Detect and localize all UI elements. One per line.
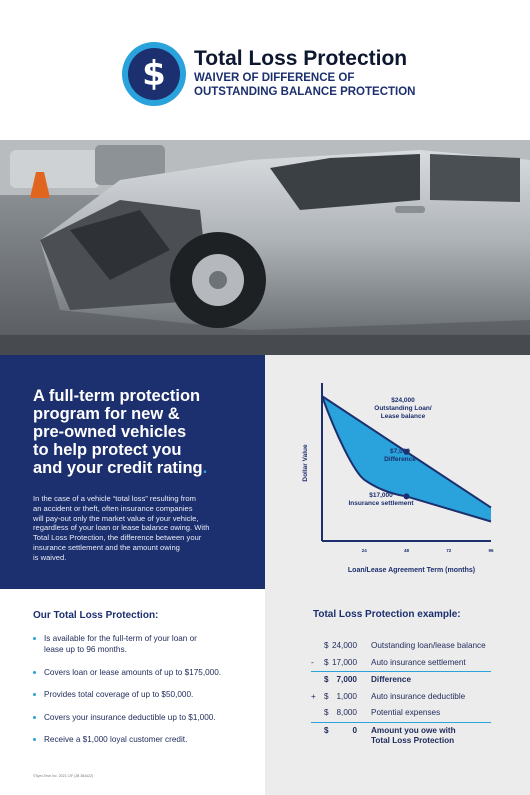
row-amount: 24,000	[331, 641, 357, 650]
table-row	[311, 638, 491, 655]
page-subtitle	[194, 71, 415, 99]
row-amount: 8,000	[336, 708, 357, 717]
para-line: In the case of a vehicle “total loss” resulting from	[33, 494, 196, 503]
intro-paragraph	[33, 494, 258, 563]
list-item-text: Is available for the full-term of your loan or	[44, 634, 197, 643]
headline-line: to help protect you	[33, 441, 182, 459]
row-description: Outstanding loan/lease balance	[371, 641, 486, 650]
row-currency: $	[324, 691, 329, 701]
x-tick-label: 72	[446, 548, 452, 553]
list-item	[33, 633, 258, 655]
table-row	[311, 689, 491, 706]
bullet-dot-icon	[33, 693, 36, 696]
table-row	[311, 723, 491, 749]
benefits-section	[0, 589, 265, 795]
car-illustration	[0, 140, 530, 355]
intro-panel	[0, 355, 265, 589]
row-amount: 17,000	[331, 657, 357, 667]
example-section	[265, 589, 530, 795]
list-item	[33, 667, 258, 678]
table-row	[311, 672, 491, 689]
para-line: an accident or theft, often insurance companies	[33, 503, 193, 513]
row-description: Auto insurance deductible	[371, 691, 466, 701]
dollar-logo-icon	[122, 42, 186, 106]
headline-line	[33, 459, 253, 477]
row-currency: $	[324, 725, 329, 735]
row-currency: $	[324, 708, 329, 717]
bullet-dot-icon	[33, 671, 36, 674]
list-item	[33, 689, 258, 700]
header	[0, 0, 530, 140]
annotation-label: Insurance settlement	[348, 500, 414, 507]
bullet-dot-icon	[33, 637, 36, 640]
row-operator: -	[311, 657, 314, 667]
page-title: Total Loss Protection	[194, 47, 408, 70]
list-item-text: Receive a $1,000 loyal customer credit.	[44, 735, 188, 744]
logo-symbol: $	[128, 48, 180, 100]
para-line: will pay-out only the market value of your vehicle,	[33, 513, 199, 523]
list-item	[33, 712, 258, 723]
row-description: Potential expenses	[371, 708, 441, 717]
headline-line: program for new &	[33, 405, 180, 423]
wrecked-car-photo	[0, 140, 530, 355]
list-item-text: Provides total coverage of up to $50,000.	[44, 690, 194, 699]
benefits-list	[33, 633, 258, 757]
row-description: Difference	[371, 675, 412, 684]
row-currency: $	[324, 657, 329, 667]
row-currency: $	[324, 675, 329, 684]
list-item-text: Covers loan or lease amounts of up to $175,000.	[44, 667, 222, 677]
row-amount: 7,000	[336, 675, 357, 684]
example-table	[311, 638, 491, 749]
headline-dot: .	[202, 459, 208, 477]
footnote: ©Sym-Tech Inc. 2021 CIF (JB 384422)	[33, 774, 94, 778]
para-line: insurance settlement and the amount owing	[33, 542, 180, 552]
para-line: Total Loss Protection, the difference between your	[33, 533, 202, 543]
row-description: Amount you owe with	[371, 725, 456, 735]
headline-text: and your credit rating	[33, 459, 203, 477]
row-amount: 1,000	[336, 691, 357, 701]
y-axis-label: Dollar Value	[302, 444, 309, 482]
row-amount: 0	[352, 725, 357, 735]
list-item	[33, 734, 258, 745]
row-description: Total Loss Protection	[371, 735, 455, 745]
annotation-label: Difference	[384, 456, 416, 463]
headline-line: A full-term protection	[33, 387, 201, 405]
row-description: Auto insurance settlement	[371, 657, 466, 667]
list-item-text: Covers your insurance deductible up to $1,000.	[44, 712, 216, 722]
table-row	[311, 655, 491, 672]
para-line: is waived.	[33, 552, 67, 562]
list-item-text: lease up to 96 months.	[44, 645, 127, 654]
chart-panel	[265, 355, 530, 589]
annotation-label: Outstanding Loan/	[374, 405, 432, 412]
annotation-label: $7,000	[390, 448, 410, 455]
row-operator: +	[311, 691, 316, 701]
annotation-label: Lease balance	[380, 413, 426, 420]
annotation-label: $24,000	[391, 397, 415, 404]
x-tick-label: 24	[361, 548, 367, 553]
para-line: regardless of your loan or lease balance owing. With	[33, 523, 210, 533]
example-title: Total Loss Protection example:	[313, 609, 461, 620]
bullet-dot-icon	[33, 716, 36, 719]
headline-line: pre-owned vehicles	[33, 423, 187, 441]
x-tick-label: 96	[488, 548, 494, 553]
subtitle-line: OUTSTANDING BALANCE PROTECTION	[194, 86, 416, 98]
data-point	[404, 493, 410, 499]
balance-chart	[265, 355, 530, 589]
intro-headline	[33, 387, 253, 477]
x-axis-label: Loan/Lease Agreement Term (months)	[347, 567, 476, 574]
benefits-title: Our Total Loss Protection:	[33, 610, 159, 621]
x-tick-label: 48	[403, 548, 410, 553]
subtitle-line: WAIVER OF DIFFERENCE OF	[194, 72, 355, 84]
annotation-label: $17,000	[369, 492, 393, 499]
row-currency: $	[324, 641, 329, 650]
table-row	[311, 705, 491, 722]
bullet-dot-icon	[33, 738, 36, 741]
